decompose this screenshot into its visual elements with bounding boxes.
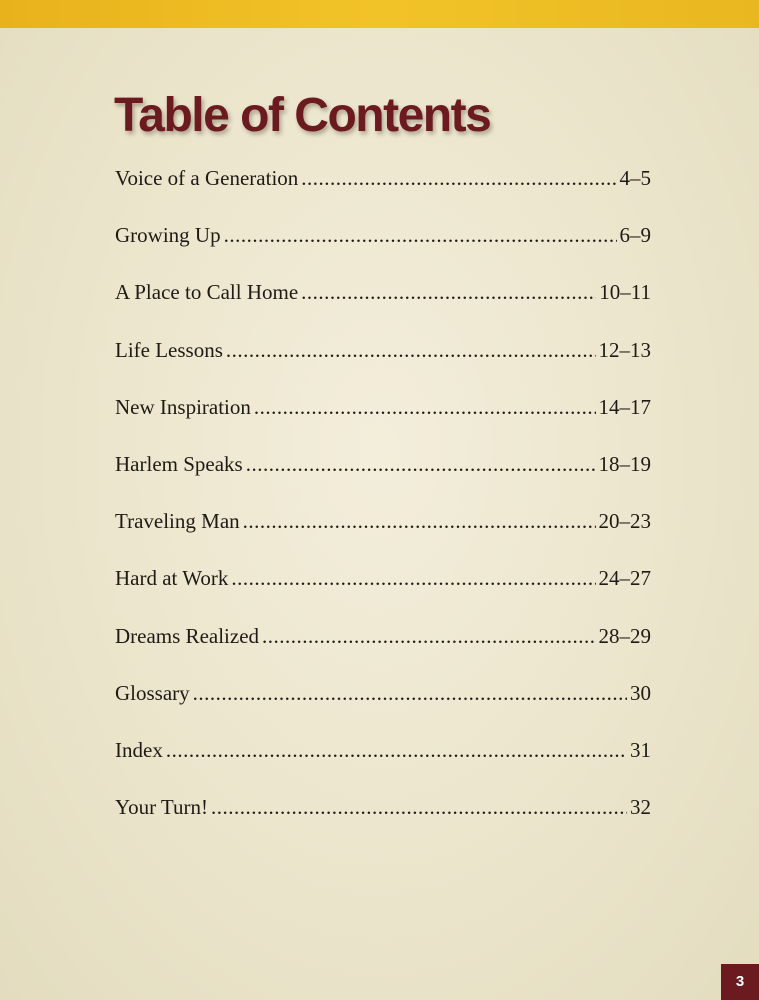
toc-entry-title: Index <box>115 737 163 762</box>
toc-entry[interactable] <box>115 223 651 280</box>
page-number-badge: 3 <box>721 964 759 1000</box>
toc-entry[interactable] <box>115 452 651 509</box>
toc-entry[interactable] <box>115 681 651 738</box>
toc-entry-pages: 28–29 <box>598 623 651 648</box>
toc-dot-leader <box>224 223 617 248</box>
toc-dot-leader <box>211 795 627 820</box>
toc-entry-pages: 14–17 <box>598 394 651 419</box>
toc-entry[interactable] <box>115 566 651 623</box>
toc-entry[interactable] <box>115 795 651 852</box>
toc-entry-pages: 24–27 <box>598 566 651 591</box>
toc-entry[interactable] <box>115 624 651 681</box>
toc-entry-title: Voice of a Generation <box>115 166 299 190</box>
toc-entry-pages: 12–13 <box>598 337 651 362</box>
toc-entry-pages: 30 <box>630 680 651 705</box>
toc-dot-leader <box>301 280 596 305</box>
toc-dot-leader <box>231 566 595 591</box>
toc-dot-leader <box>193 681 627 706</box>
toc-dot-leader <box>262 624 595 649</box>
toc-entry[interactable] <box>115 395 651 452</box>
toc-entry-pages: 10–11 <box>599 280 651 305</box>
toc-entry-title: Hard at Work <box>115 566 229 591</box>
toc-entry-title: Traveling Man <box>115 509 240 534</box>
toc-entry-pages: 20–23 <box>598 509 651 534</box>
toc-entry-pages: 18–19 <box>598 451 651 476</box>
toc-entry-title: Life Lessons <box>115 337 223 362</box>
toc-dot-leader <box>166 738 627 763</box>
toc-entry[interactable] <box>115 509 651 566</box>
page-title: Table of Contents <box>114 89 491 142</box>
toc-entry-pages: 31 <box>630 737 651 762</box>
table-of-contents-list <box>115 166 651 852</box>
top-color-band <box>0 0 759 28</box>
toc-entry[interactable] <box>115 166 651 223</box>
toc-dot-leader <box>226 338 596 363</box>
toc-entry-title: New Inspiration <box>115 394 251 419</box>
toc-dot-leader <box>301 166 616 191</box>
toc-entry-pages: 32 <box>630 795 651 820</box>
toc-entry-pages: 6–9 <box>619 223 651 248</box>
toc-entry-pages: 4–5 <box>619 166 651 190</box>
toc-dot-leader <box>254 395 596 420</box>
toc-entry[interactable] <box>115 338 651 395</box>
toc-entry-title: Glossary <box>115 680 190 705</box>
toc-entry-title: Your Turn! <box>115 795 209 820</box>
toc-entry[interactable] <box>115 738 651 795</box>
toc-entry-title: Growing Up <box>115 223 221 248</box>
toc-dot-leader <box>243 509 596 534</box>
toc-entry[interactable] <box>115 280 651 337</box>
toc-entry-title: Harlem Speaks <box>115 451 243 476</box>
toc-entry-title: Dreams Realized <box>115 623 260 648</box>
toc-entry-title: A Place to Call Home <box>115 280 299 305</box>
toc-dot-leader <box>246 452 596 477</box>
